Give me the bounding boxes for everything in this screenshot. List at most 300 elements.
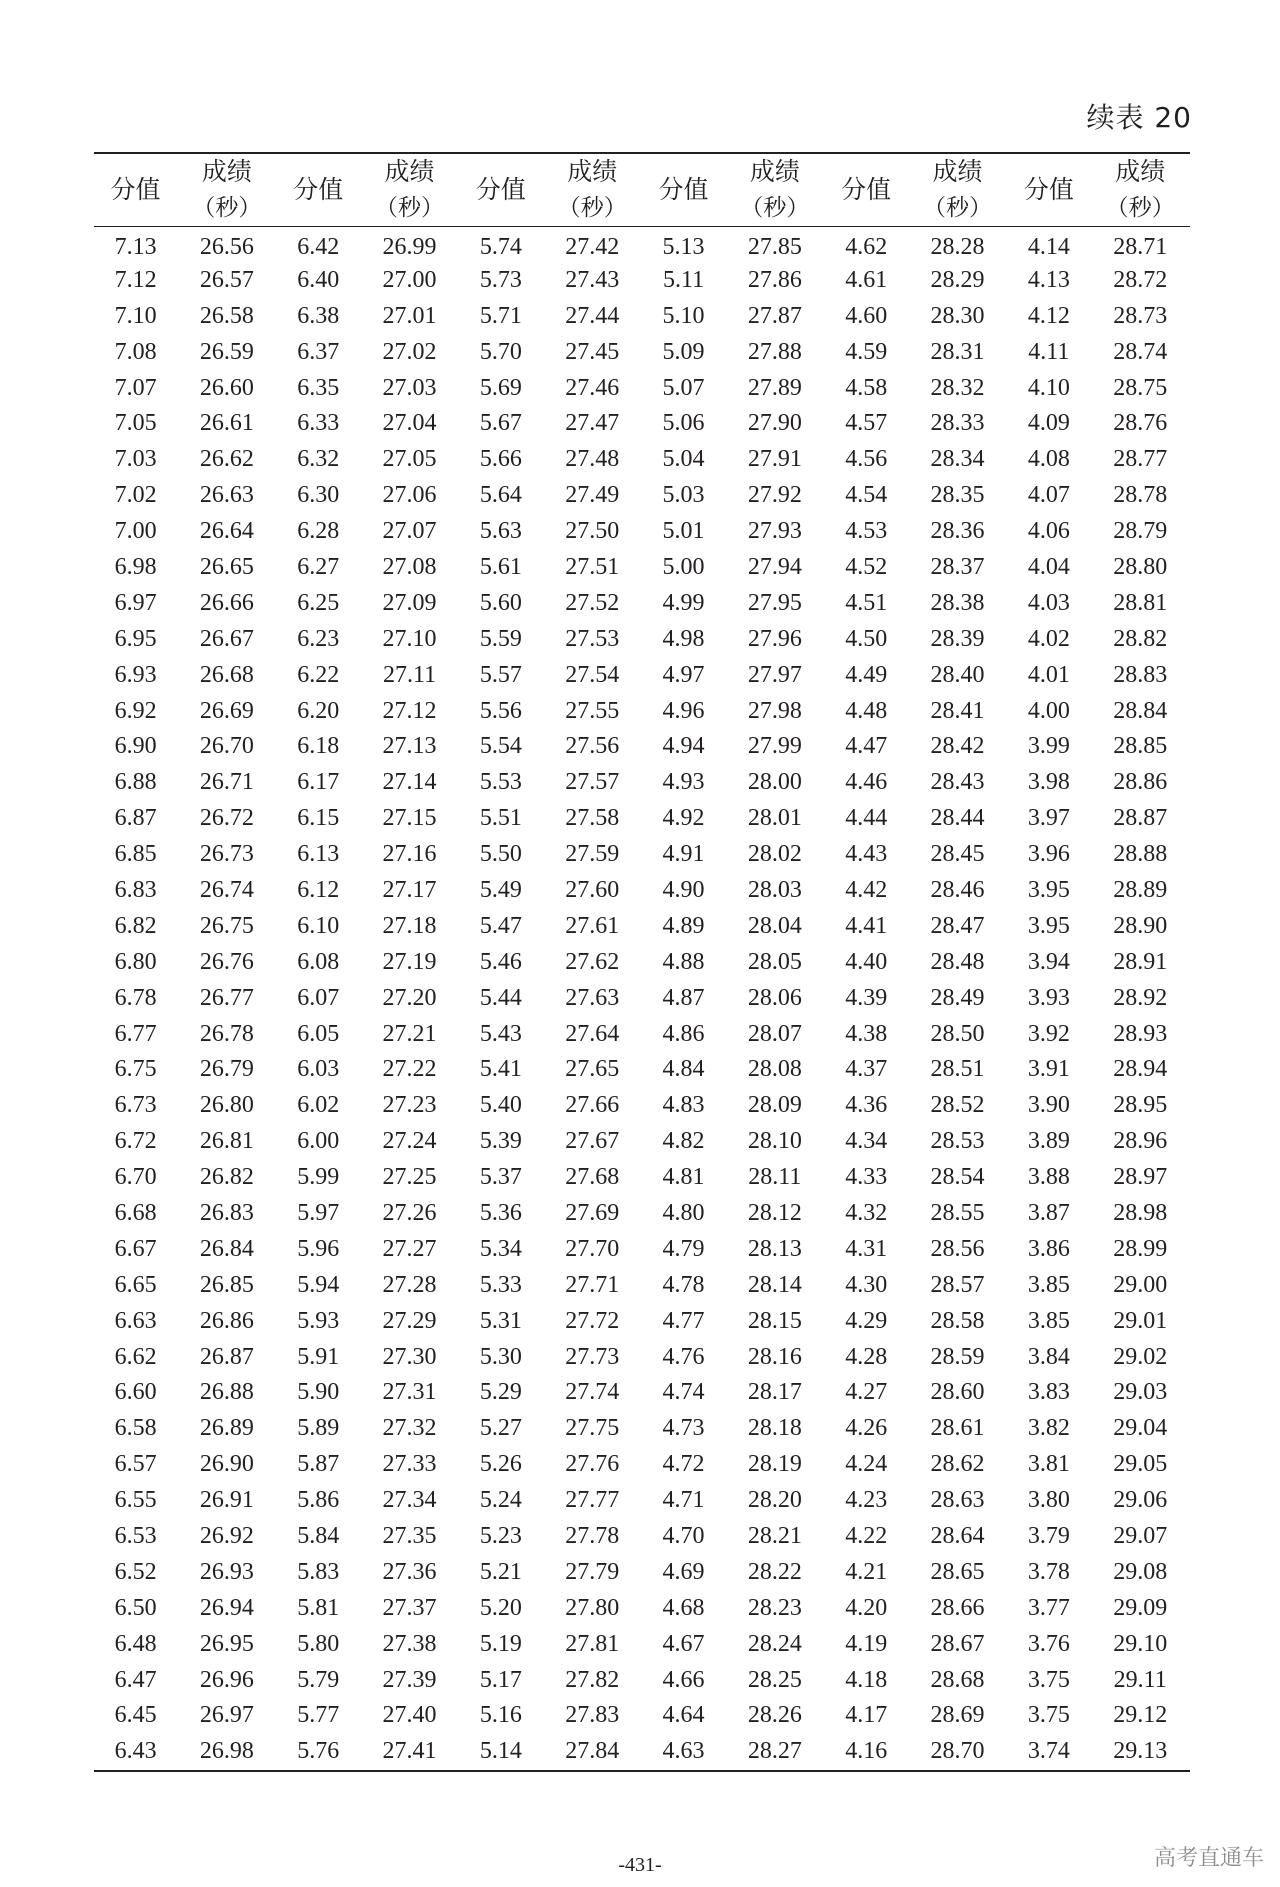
score-value-cell: 4.69: [662, 1558, 705, 1585]
score-value-cell: 4.34: [845, 1128, 888, 1155]
table-row: [94, 1447, 1190, 1483]
time-seconds-cell: 28.40: [930, 661, 985, 688]
time-seconds-cell: 28.58: [930, 1307, 985, 1334]
table-row: [94, 298, 1190, 334]
time-seconds-cell: 28.88: [1113, 841, 1168, 868]
score-value-cell: 3.82: [1027, 1415, 1070, 1442]
time-seconds-cell: 26.59: [199, 338, 254, 365]
time-seconds-cell: 27.40: [382, 1702, 437, 1729]
score-value-cell: 4.13: [1027, 266, 1070, 293]
time-seconds-cell: 26.76: [199, 948, 254, 975]
time-seconds-cell: 26.83: [199, 1199, 254, 1226]
time-seconds-cell: 28.84: [1113, 697, 1168, 724]
time-seconds-cell: 27.54: [565, 661, 620, 688]
score-value-cell: 5.26: [479, 1451, 522, 1478]
time-seconds-cell: 26.68: [199, 661, 254, 688]
table-row: [94, 1554, 1190, 1590]
time-seconds-cell: 27.88: [747, 338, 802, 365]
table-row: [94, 1196, 1190, 1232]
time-seconds-cell: 27.61: [565, 912, 620, 939]
score-value-cell: 3.93: [1027, 984, 1070, 1011]
table-row: [94, 478, 1190, 514]
time-seconds-cell: 28.49: [930, 984, 985, 1011]
score-value-cell: 4.83: [662, 1092, 705, 1119]
time-seconds-cell: 27.70: [565, 1235, 620, 1262]
time-seconds-cell: 27.90: [747, 410, 802, 437]
time-seconds-cell: 27.52: [565, 589, 620, 616]
time-seconds-cell: 28.90: [1113, 912, 1168, 939]
score-value-cell: 4.11: [1028, 338, 1070, 365]
header-score-value: [277, 154, 360, 227]
score-value-cell: 5.73: [479, 266, 522, 293]
score-value-cell: 6.32: [297, 446, 340, 473]
table-caption: 续表 20: [1086, 101, 1192, 134]
table-row: [94, 1375, 1190, 1411]
score-value-cell: 6.72: [114, 1128, 157, 1155]
table-row: [94, 1088, 1190, 1124]
time-seconds-cell: 27.64: [565, 1020, 620, 1047]
time-seconds-cell: 27.47: [565, 410, 620, 437]
score-value-cell: 6.13: [297, 841, 340, 868]
table-row: [94, 1303, 1190, 1339]
time-seconds-cell: 27.19: [382, 948, 437, 975]
score-value-cell: 3.74: [1027, 1738, 1070, 1765]
time-seconds-cell: 28.51: [930, 1056, 985, 1083]
header-unit: （秒）: [923, 195, 993, 221]
score-value-cell: 5.27: [479, 1415, 522, 1442]
score-value-cell: 6.22: [297, 661, 340, 688]
score-value-cell: 5.30: [479, 1343, 522, 1370]
time-seconds-cell: 28.66: [930, 1594, 985, 1621]
table-row: [94, 693, 1190, 729]
header-label: 成绩: [749, 157, 800, 186]
score-value-cell: 6.27: [297, 553, 340, 580]
time-seconds-cell: 29.03: [1113, 1379, 1168, 1406]
time-seconds-cell: 28.20: [747, 1487, 802, 1514]
score-table-container: [94, 152, 1190, 1772]
score-value-cell: 5.96: [297, 1235, 340, 1262]
table-row: [94, 406, 1190, 442]
time-seconds-cell: 27.12: [382, 697, 437, 724]
time-seconds-cell: 28.80: [1113, 553, 1168, 580]
time-seconds-cell: 26.95: [199, 1630, 254, 1657]
score-value-cell: 5.13: [662, 234, 705, 261]
score-value-cell: 7.05: [114, 410, 157, 437]
score-value-cell: 5.57: [479, 661, 522, 688]
time-seconds-cell: 27.09: [382, 589, 437, 616]
time-seconds-cell: 28.72: [1113, 266, 1168, 293]
table-row: [94, 1734, 1190, 1770]
score-value-cell: 3.98: [1027, 769, 1070, 796]
score-value-cell: 5.50: [479, 841, 522, 868]
score-value-cell: 6.63: [114, 1307, 157, 1334]
time-seconds-cell: 27.73: [565, 1343, 620, 1370]
score-value-cell: 6.23: [297, 625, 340, 652]
time-seconds-cell: 28.83: [1113, 661, 1168, 688]
time-seconds-cell: 28.36: [930, 518, 985, 545]
score-value-cell: 6.52: [114, 1558, 157, 1585]
time-seconds-cell: 27.37: [382, 1594, 437, 1621]
score-value-cell: 5.90: [297, 1379, 340, 1406]
header-score-value: [94, 154, 177, 227]
score-value-cell: 5.04: [662, 446, 705, 473]
time-seconds-cell: 27.84: [565, 1738, 620, 1765]
score-value-cell: 4.30: [845, 1271, 888, 1298]
score-value-cell: 4.86: [662, 1020, 705, 1047]
time-seconds-cell: 28.64: [930, 1523, 985, 1549]
score-value-cell: 5.71: [479, 302, 522, 329]
score-value-cell: 7.12: [114, 266, 157, 293]
time-seconds-cell: 26.69: [199, 697, 254, 724]
score-value-cell: 6.60: [114, 1379, 157, 1406]
time-seconds-cell: 26.61: [199, 410, 254, 437]
time-seconds-cell: 27.55: [565, 697, 620, 724]
time-seconds-cell: 28.99: [1113, 1235, 1168, 1262]
time-seconds-cell: 27.44: [565, 302, 620, 329]
score-value-cell: 4.10: [1027, 374, 1070, 401]
table-row: [94, 621, 1190, 657]
time-seconds-cell: 28.78: [1113, 482, 1168, 509]
time-seconds-cell: 26.60: [199, 374, 254, 401]
score-value-cell: 5.07: [662, 374, 705, 401]
time-seconds-cell: 27.93: [747, 518, 802, 545]
score-value-cell: 6.65: [114, 1271, 157, 1298]
score-value-cell: 4.78: [662, 1271, 705, 1298]
time-seconds-cell: 26.84: [199, 1235, 254, 1262]
score-value-cell: 4.24: [845, 1451, 888, 1478]
score-value-cell: 4.26: [845, 1415, 888, 1442]
time-seconds-cell: 28.33: [930, 410, 985, 437]
score-value-cell: 4.98: [662, 625, 705, 652]
time-seconds-cell: 28.79: [1113, 518, 1168, 545]
score-value-cell: 4.33: [845, 1164, 888, 1191]
time-seconds-cell: 28.27: [747, 1738, 802, 1765]
score-value-cell: 5.76: [297, 1738, 340, 1765]
score-value-cell: 5.11: [662, 266, 705, 293]
time-seconds-cell: 27.56: [565, 733, 620, 760]
header-label: 成绩: [201, 157, 252, 186]
header-unit: （秒）: [1105, 195, 1175, 221]
time-seconds-cell: 26.91: [199, 1487, 254, 1514]
score-value-cell: 4.52: [845, 553, 888, 580]
time-seconds-cell: 28.39: [930, 625, 985, 652]
score-value-cell: 6.47: [114, 1666, 157, 1693]
score-value-cell: 6.62: [114, 1343, 157, 1370]
score-value-cell: 5.60: [479, 589, 522, 616]
time-seconds-cell: 27.69: [565, 1199, 620, 1226]
time-seconds-cell: 29.01: [1113, 1307, 1168, 1334]
score-value-cell: 3.83: [1027, 1379, 1070, 1406]
score-value-cell: 3.94: [1027, 948, 1070, 975]
time-seconds-cell: 27.68: [565, 1164, 620, 1191]
score-value-cell: 4.70: [662, 1523, 705, 1549]
header-label: 分值: [475, 175, 526, 204]
time-seconds-cell: 26.85: [199, 1271, 254, 1298]
header-score-value: [459, 154, 542, 227]
time-seconds-cell: 28.69: [930, 1702, 985, 1729]
table-row: [94, 1483, 1190, 1519]
time-seconds-cell: 29.09: [1113, 1594, 1168, 1621]
score-value-cell: 4.06: [1027, 518, 1070, 545]
score-value-cell: 6.15: [297, 805, 340, 832]
table-row: [94, 765, 1190, 801]
time-seconds-cell: 27.23: [382, 1092, 437, 1119]
score-value-cell: 6.87: [114, 805, 157, 832]
time-seconds-cell: 27.51: [565, 553, 620, 580]
time-seconds-cell: 27.97: [747, 661, 802, 688]
time-seconds-cell: 27.74: [565, 1379, 620, 1406]
table-row: [94, 262, 1190, 298]
time-seconds-cell: 28.45: [930, 841, 985, 868]
time-seconds-cell: 28.28: [930, 234, 985, 261]
time-seconds-cell: 28.04: [747, 912, 802, 939]
time-seconds-cell: 27.65: [565, 1056, 620, 1083]
score-value-cell: 4.67: [662, 1630, 705, 1657]
table-row: [94, 1411, 1190, 1447]
score-value-cell: 5.49: [479, 876, 522, 903]
time-seconds-cell: 26.80: [199, 1092, 254, 1119]
score-value-cell: 6.57: [114, 1451, 157, 1478]
time-seconds-cell: 27.95: [747, 589, 802, 616]
score-value-cell: 5.21: [479, 1558, 522, 1585]
watermark: 高考直通车: [1153, 1846, 1264, 1871]
score-value-cell: 5.59: [479, 625, 522, 652]
time-seconds-cell: 28.30: [930, 302, 985, 329]
time-seconds-cell: 28.96: [1113, 1128, 1168, 1155]
score-value-cell: 4.87: [662, 984, 705, 1011]
table-row: [94, 944, 1190, 980]
score-value-cell: 5.89: [297, 1415, 340, 1442]
score-value-cell: 4.02: [1027, 625, 1070, 652]
time-seconds-cell: 28.05: [747, 948, 802, 975]
time-seconds-cell: 27.13: [382, 733, 437, 760]
score-value-cell: 3.84: [1027, 1343, 1070, 1370]
score-value-cell: 6.25: [297, 589, 340, 616]
score-value-cell: 4.07: [1027, 482, 1070, 509]
time-seconds-cell: 28.50: [930, 1020, 985, 1047]
score-value-cell: 6.20: [297, 697, 340, 724]
time-seconds-cell: 28.42: [930, 733, 985, 760]
time-seconds-cell: 28.06: [747, 984, 802, 1011]
time-seconds-cell: 29.00: [1113, 1271, 1168, 1298]
score-value-cell: 4.62: [845, 234, 888, 261]
score-value-cell: 5.74: [479, 234, 522, 261]
header-time-seconds: [177, 154, 277, 227]
score-value-cell: 6.30: [297, 482, 340, 509]
time-seconds-cell: 27.02: [382, 338, 437, 365]
time-seconds-cell: 27.43: [565, 266, 620, 293]
time-seconds-cell: 26.93: [199, 1558, 254, 1585]
time-seconds-cell: 27.35: [382, 1523, 437, 1549]
time-seconds-cell: 28.47: [930, 912, 985, 939]
score-value-cell: 4.48: [845, 697, 888, 724]
time-seconds-cell: 28.82: [1113, 625, 1168, 652]
score-value-cell: 5.14: [479, 1738, 522, 1765]
score-value-cell: 6.55: [114, 1487, 157, 1514]
score-value-cell: 3.81: [1027, 1451, 1070, 1478]
table-row: [94, 370, 1190, 406]
time-seconds-cell: 28.35: [930, 482, 985, 509]
score-value-cell: 3.91: [1027, 1056, 1070, 1083]
score-value-cell: 6.98: [114, 553, 157, 580]
score-value-cell: 5.66: [479, 446, 522, 473]
time-seconds-cell: 26.92: [199, 1523, 254, 1549]
score-value-cell: 5.83: [297, 1558, 340, 1585]
header-label: 分值: [1023, 175, 1074, 204]
header-label: 分值: [658, 175, 709, 204]
score-value-cell: 5.29: [479, 1379, 522, 1406]
time-seconds-cell: 27.25: [382, 1164, 437, 1191]
table-row: [94, 334, 1190, 370]
score-value-cell: 3.77: [1027, 1594, 1070, 1621]
score-value-cell: 6.17: [297, 769, 340, 796]
score-value-cell: 3.88: [1027, 1164, 1070, 1191]
score-value-cell: 4.92: [662, 805, 705, 832]
time-seconds-cell: 27.29: [382, 1307, 437, 1334]
score-value-cell: 3.95: [1027, 876, 1070, 903]
score-value-cell: 3.89: [1027, 1128, 1070, 1155]
table-row: [94, 1519, 1190, 1555]
header-unit: （秒）: [375, 195, 445, 221]
time-seconds-cell: 27.18: [382, 912, 437, 939]
time-seconds-cell: 28.92: [1113, 984, 1168, 1011]
table-row: [94, 729, 1190, 765]
table-row: [94, 1267, 1190, 1303]
time-seconds-cell: 28.26: [747, 1702, 802, 1729]
score-value-cell: 3.92: [1027, 1020, 1070, 1047]
time-seconds-cell: 27.21: [382, 1020, 437, 1047]
score-value-cell: 6.43: [114, 1738, 157, 1765]
time-seconds-cell: 26.94: [199, 1594, 254, 1621]
score-value-cell: 5.84: [297, 1523, 340, 1549]
header-label: 成绩: [567, 157, 618, 186]
time-seconds-cell: 28.95: [1113, 1092, 1168, 1119]
score-value-cell: 4.91: [662, 841, 705, 868]
score-value-cell: 5.20: [479, 1594, 522, 1621]
time-seconds-cell: 27.34: [382, 1487, 437, 1514]
time-seconds-cell: 28.94: [1113, 1056, 1168, 1083]
time-seconds-cell: 27.16: [382, 841, 437, 868]
score-value-cell: 4.63: [662, 1738, 705, 1765]
score-value-cell: 6.95: [114, 625, 157, 652]
score-value-cell: 4.49: [845, 661, 888, 688]
table-row: [94, 801, 1190, 837]
score-value-cell: 4.64: [662, 1702, 705, 1729]
time-seconds-cell: 27.07: [382, 518, 437, 545]
score-value-cell: 6.48: [114, 1630, 157, 1657]
time-seconds-cell: 29.04: [1113, 1415, 1168, 1442]
score-value-cell: 6.58: [114, 1415, 157, 1442]
score-value-cell: 4.74: [662, 1379, 705, 1406]
score-value-cell: 5.80: [297, 1630, 340, 1657]
score-value-cell: 5.31: [479, 1307, 522, 1334]
time-seconds-cell: 26.90: [199, 1451, 254, 1478]
score-value-cell: 4.21: [845, 1558, 888, 1585]
score-value-cell: 4.97: [662, 661, 705, 688]
time-seconds-cell: 28.52: [930, 1092, 985, 1119]
time-seconds-cell: 26.89: [199, 1415, 254, 1442]
score-value-cell: 4.44: [845, 805, 888, 832]
score-value-cell: 4.84: [662, 1056, 705, 1083]
time-seconds-cell: 28.55: [930, 1199, 985, 1226]
time-seconds-cell: 27.87: [747, 302, 802, 329]
page-number: -431-: [618, 1854, 662, 1876]
time-seconds-cell: 27.20: [382, 984, 437, 1011]
score-value-cell: 6.88: [114, 769, 157, 796]
header-unit: （秒）: [192, 195, 262, 221]
time-seconds-cell: 26.75: [199, 912, 254, 939]
time-seconds-cell: 26.86: [199, 1307, 254, 1334]
score-value-cell: 4.79: [662, 1235, 705, 1262]
time-seconds-cell: 26.63: [199, 482, 254, 509]
time-seconds-cell: 27.66: [565, 1092, 620, 1119]
score-value-cell: 4.28: [845, 1343, 888, 1370]
score-value-cell: 5.54: [479, 733, 522, 760]
header-label: 分值: [841, 175, 892, 204]
score-value-cell: 6.80: [114, 948, 157, 975]
score-value-cell: 5.23: [479, 1523, 522, 1549]
time-seconds-cell: 27.17: [382, 876, 437, 903]
score-value-cell: 3.87: [1027, 1199, 1070, 1226]
time-seconds-cell: 27.48: [565, 446, 620, 473]
score-value-cell: 4.32: [845, 1199, 888, 1226]
time-seconds-cell: 27.80: [565, 1594, 620, 1621]
time-seconds-cell: 27.03: [382, 374, 437, 401]
score-value-cell: 6.40: [297, 266, 340, 293]
score-value-cell: 5.64: [479, 482, 522, 509]
score-value-cell: 7.07: [114, 374, 157, 401]
header-time-seconds: [360, 154, 460, 227]
score-value-cell: 5.33: [479, 1271, 522, 1298]
time-seconds-cell: 28.01: [747, 805, 802, 832]
time-seconds-cell: 27.31: [382, 1379, 437, 1406]
score-value-cell: 5.44: [479, 984, 522, 1011]
time-seconds-cell: 28.70: [930, 1738, 985, 1765]
score-value-cell: 5.81: [297, 1594, 340, 1621]
time-seconds-cell: 27.81: [565, 1630, 620, 1657]
score-value-cell: 5.67: [479, 410, 522, 437]
time-seconds-cell: 28.19: [747, 1451, 802, 1478]
time-seconds-cell: 27.89: [747, 374, 802, 401]
time-seconds-cell: 28.09: [747, 1092, 802, 1119]
score-value-cell: 3.90: [1027, 1092, 1070, 1119]
score-value-cell: 5.41: [479, 1056, 522, 1083]
score-value-cell: 5.37: [479, 1164, 522, 1191]
header-label: 成绩: [384, 157, 435, 186]
score-value-cell: 4.42: [845, 876, 888, 903]
time-seconds-cell: 29.05: [1113, 1451, 1168, 1478]
score-value-cell: 6.73: [114, 1092, 157, 1119]
score-value-cell: 5.69: [479, 374, 522, 401]
time-seconds-cell: 26.99: [382, 234, 437, 261]
score-value-cell: 4.36: [845, 1092, 888, 1119]
score-value-cell: 3.86: [1027, 1235, 1070, 1262]
time-seconds-cell: 28.77: [1113, 446, 1168, 473]
score-value-cell: 4.27: [845, 1379, 888, 1406]
score-value-cell: 4.80: [662, 1199, 705, 1226]
table-row: [94, 1124, 1190, 1160]
score-value-cell: 6.07: [297, 984, 340, 1011]
score-value-cell: 4.47: [845, 733, 888, 760]
table-row: [94, 1052, 1190, 1088]
score-value-cell: 5.61: [479, 553, 522, 580]
time-seconds-cell: 27.57: [565, 769, 620, 796]
score-value-cell: 3.80: [1027, 1487, 1070, 1514]
time-seconds-cell: 27.96: [747, 625, 802, 652]
time-seconds-cell: 27.82: [565, 1666, 620, 1693]
table-row: [94, 1698, 1190, 1734]
score-value-cell: 6.45: [114, 1702, 157, 1729]
